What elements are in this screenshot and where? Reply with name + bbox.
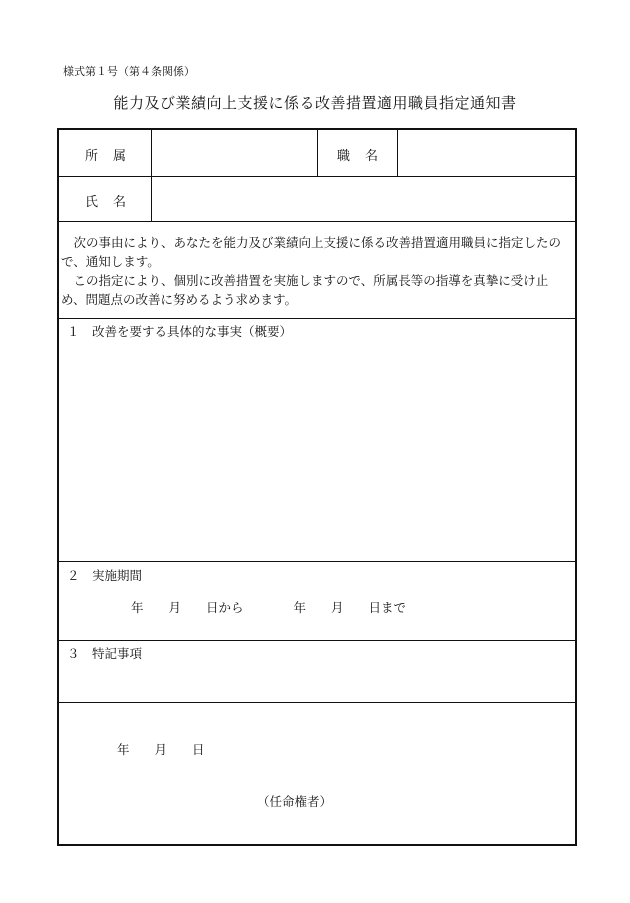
column-divider-position [397, 130, 398, 176]
remarks-heading: ３ 特記事項 [67, 646, 143, 661]
form-frame [57, 128, 577, 846]
notice-text [61, 233, 571, 309]
row-divider-4 [59, 561, 575, 562]
name-label: 氏 名 [85, 195, 128, 210]
position-label: 職 名 [337, 149, 380, 164]
facts-field[interactable] [67, 344, 567, 554]
remarks-field[interactable] [67, 666, 567, 696]
column-divider-mid [317, 130, 318, 176]
document-title: 能力及び業績向上支援に係る改善措置適用職員指定通知書 [113, 94, 517, 112]
row-divider-1 [59, 176, 575, 177]
row-divider-2 [59, 221, 575, 222]
appointing-authority: （任命権者） [257, 794, 333, 809]
notice-paragraph-2: この指定により、個別に改善措置を実施しますので、所属長等の指導を真摯に受け止め、問題点の改善に努めるよう求めます。 [61, 273, 549, 307]
row-divider-5 [59, 640, 575, 641]
row-divider-6 [59, 702, 575, 703]
issue-date[interactable]: 年 月 日 [117, 742, 205, 757]
column-divider-label [151, 130, 152, 221]
notice-paragraph-1: 次の事由により、あなたを能力及び業績向上支援に係る改善措置適用職員に指定したので、通知します。 [61, 235, 562, 269]
form-number: 様式第１号（第４条関係） [63, 65, 195, 78]
affiliation-label: 所 属 [85, 149, 128, 164]
period-heading: ２ 実施期間 [67, 568, 143, 583]
period-dates[interactable]: 年 月 日から 年 月 日まで [131, 600, 407, 615]
facts-heading: １ 改善を要する具体的な事実（概要） [67, 324, 293, 339]
row-divider-3 [59, 318, 575, 319]
